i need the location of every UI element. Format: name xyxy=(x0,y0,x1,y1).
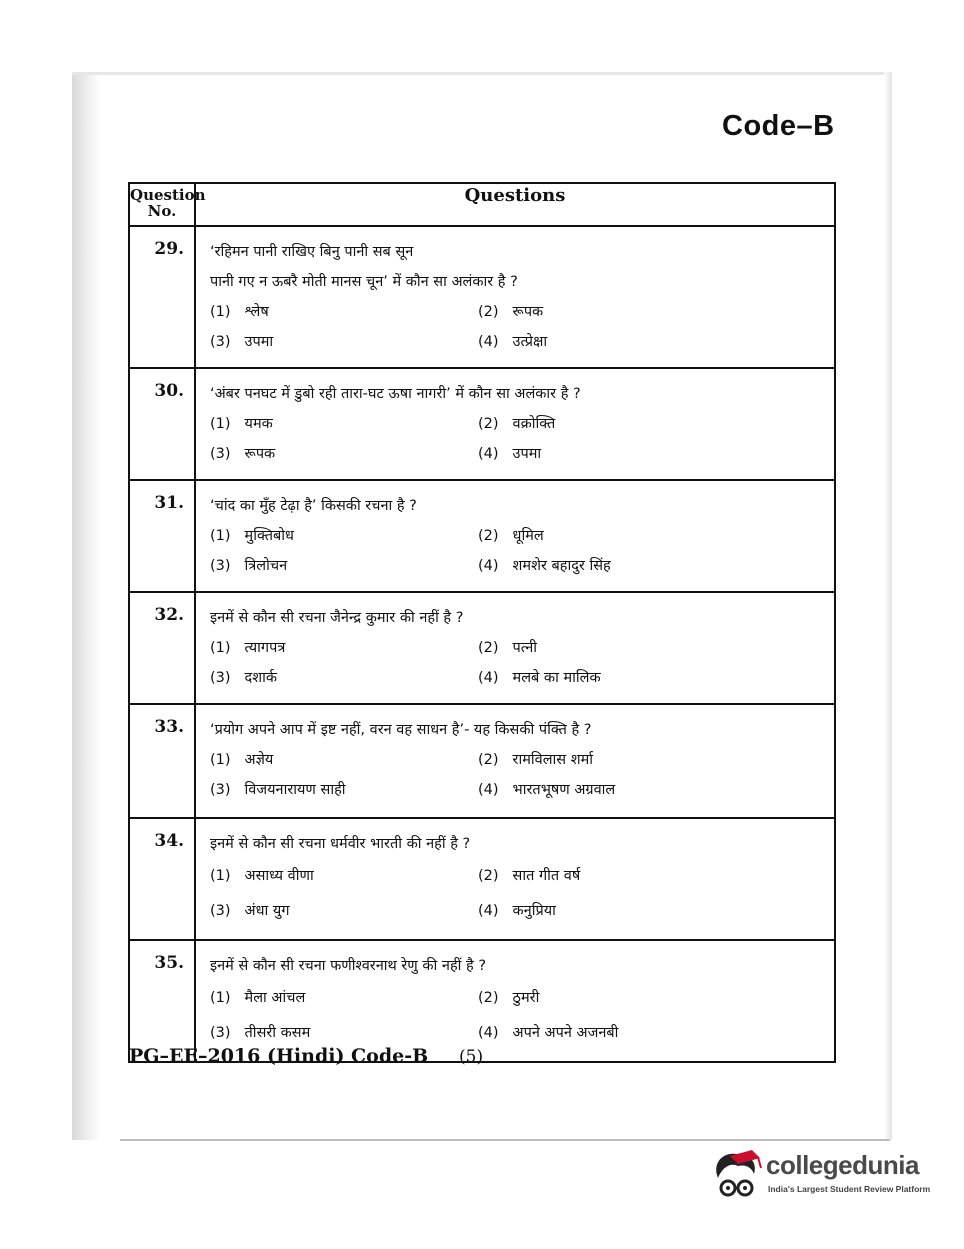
paper-code-header: Code–B xyxy=(722,110,835,142)
option: (2) रूपक xyxy=(478,304,544,320)
scan-shadow-right xyxy=(884,72,892,1140)
question-cell xyxy=(195,592,835,704)
options-grid xyxy=(210,745,834,805)
option: (3) रूपक xyxy=(210,446,276,462)
question-cell xyxy=(195,704,835,818)
question-cell xyxy=(195,226,835,368)
option: (4) उपमा xyxy=(478,446,542,462)
question-row xyxy=(129,368,835,480)
options-grid xyxy=(210,859,834,929)
question-row xyxy=(129,940,835,1062)
option: (1) श्लेष xyxy=(210,304,269,320)
options-grid xyxy=(210,297,834,357)
option: (4) अपने अपने अजनबी xyxy=(478,1025,619,1041)
option: (1) अज्ञेय xyxy=(210,752,274,768)
option: (2) रामविलास शर्मा xyxy=(478,752,594,768)
options-grid xyxy=(210,521,834,581)
option: (3) त्रिलोचन xyxy=(210,558,288,574)
question-text-line2: पानी गए न ऊबरै मोती मानस चून’ में कौन सा अलंकार है ? xyxy=(210,274,518,290)
options-grid xyxy=(210,409,834,469)
question-cell xyxy=(195,480,835,592)
footer-page-number: (5) xyxy=(459,1047,484,1067)
option: (4) भारतभूषण अग्रवाल xyxy=(478,782,616,798)
scan-shadow-left xyxy=(72,72,100,1140)
column-header-question-no: Question No. xyxy=(129,183,195,226)
option: (3) विजयनारायण साही xyxy=(210,782,346,798)
question-row xyxy=(129,226,835,368)
question-text: इनमें से कौन सी रचना जैनेन्द्र कुमार की नहीं है ? xyxy=(210,610,464,626)
question-cell xyxy=(195,368,835,480)
question-row xyxy=(129,704,835,818)
option: (4) कनुप्रिया xyxy=(478,903,556,919)
logo-tagline: India's Largest Student Review Platform xyxy=(768,1184,931,1194)
question-row xyxy=(129,592,835,704)
question-text: इनमें से कौन सी रचना धर्मवीर भारती की नहीं है ? xyxy=(210,836,471,852)
question-number: 32. xyxy=(129,592,195,704)
question-number: 29. xyxy=(129,226,195,368)
option: (4) शमशेर बहादुर सिंह xyxy=(478,558,611,574)
question-number: 31. xyxy=(129,480,195,592)
option: (1) असाध्य वीणा xyxy=(210,868,314,884)
column-header-questions: Questions xyxy=(195,183,835,226)
options-grid xyxy=(210,633,834,693)
logo-wordmark: collegedunia xyxy=(766,1150,919,1180)
question-number: 30. xyxy=(129,368,195,480)
option: (2) सात गीत वर्ष xyxy=(478,868,581,884)
option: (4) मलबे का मालिक xyxy=(478,670,601,686)
option: (1) यमक xyxy=(210,416,273,432)
option: (2) ठुमरी xyxy=(478,990,540,1006)
question-table xyxy=(128,182,836,1063)
question-text: ‘चांद का मुँह टेढ़ा है’ किसकी रचना है ? xyxy=(210,498,417,514)
option: (2) पत्नी xyxy=(478,640,538,656)
question-text: ‘रहिमन पानी राखिए बिनु पानी सब सून xyxy=(210,244,414,260)
option: (1) त्यागपत्र xyxy=(210,640,286,656)
question-text: ‘अंबर पनघट में डुबो रही तारा-घट ऊषा नागरी’ में कौन सा अलंकार है ? xyxy=(210,386,581,402)
scan-shadow-top xyxy=(72,72,892,75)
question-row xyxy=(129,818,835,940)
question-text: इनमें से कौन सी रचना फणीश्वरनाथ रेणु की नहीं है ? xyxy=(210,958,487,974)
question-cell xyxy=(195,940,835,1062)
question-text: ‘प्रयोग अपने आप में इष्ट नहीं, वरन वह साधन है’- यह किसकी पंक्ति है ? xyxy=(210,722,592,738)
option: (2) वक्रोक्ति xyxy=(478,416,556,432)
question-cell xyxy=(195,818,835,940)
collegedunia-logo[interactable] xyxy=(708,1148,938,1208)
question-number: 35. xyxy=(129,940,195,1062)
option: (3) अंधा युग xyxy=(210,903,290,919)
page-edge xyxy=(120,1139,890,1141)
option: (2) धूमिल xyxy=(478,528,544,544)
question-number: 33. xyxy=(129,704,195,818)
question-row xyxy=(129,480,835,592)
option: (3) दशार्क xyxy=(210,670,277,686)
option: (3) तीसरी कसम xyxy=(210,1025,311,1041)
option: (1) मुक्तिबोध xyxy=(210,528,294,544)
question-number: 34. xyxy=(129,818,195,940)
option: (4) उत्प्रेक्षा xyxy=(478,334,548,350)
footer-paper-code: PG–EE–2016 (Hindi) Code-B xyxy=(129,1045,429,1067)
options-grid xyxy=(210,981,834,1051)
option: (1) मैला आंचल xyxy=(210,990,306,1006)
student-mascot-icon xyxy=(708,1148,764,1202)
option: (3) उपमा xyxy=(210,334,274,350)
